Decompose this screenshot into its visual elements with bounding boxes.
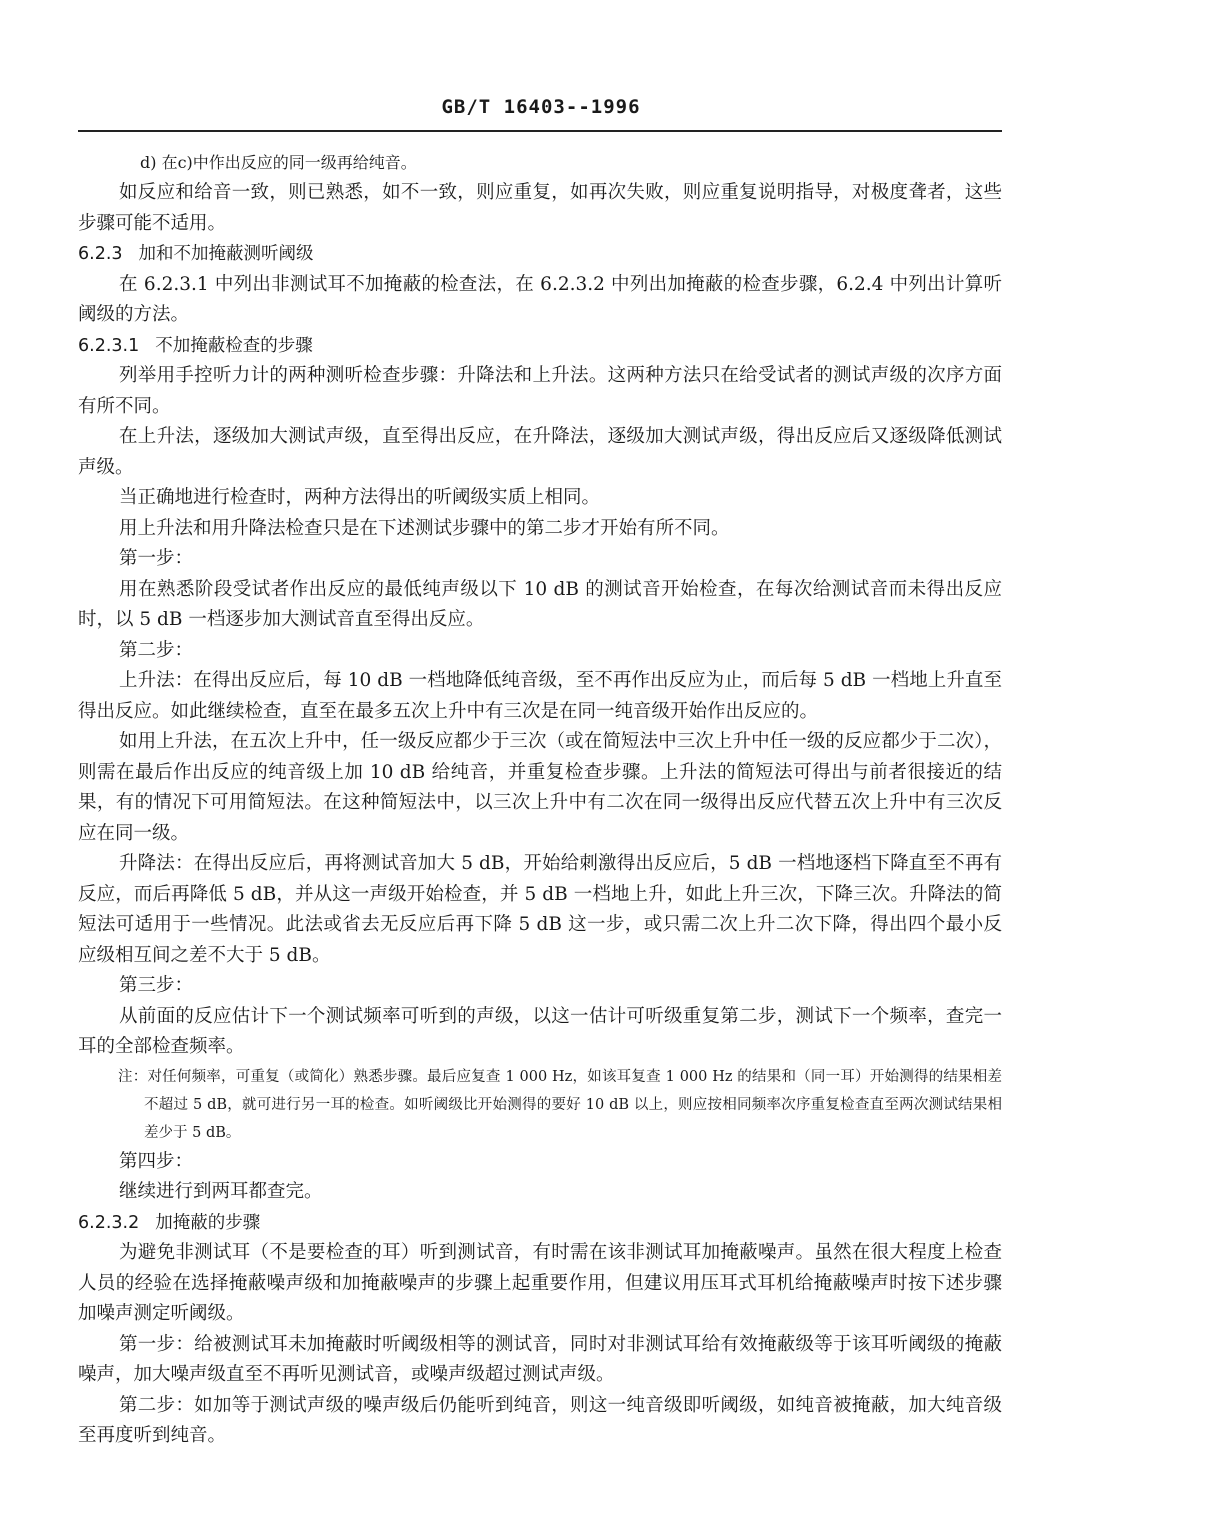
section-title: 不加掩蔽检查的步骤: [155, 335, 313, 356]
paragraph: 在上升法，逐级加大测试声级，直至得出反应，在升降法，逐级加大测试声级，得出反应后又逐级降低测试声级。: [78, 426, 1002, 478]
paragraph: 列举用手控听力计的两种测听检查步骤：升降法和上升法。这两种方法只在给受试者的测试声级的次序方面有所不同。: [78, 365, 1002, 417]
section-title: 加掩蔽的步骤: [155, 1212, 261, 1233]
note-label: 注：: [118, 1068, 148, 1085]
note-paragraph: [78, 1063, 1002, 1147]
note-text: 对任何频率，可重复（或简化）熟悉步骤。最后应复查 1 000 Hz，如该耳复查 1 000 Hz 的结果和（同一耳）开始测得的结果相差不超过 5 dB，就可进行另一耳的检查。如听阈级比开始测得的要好 10 dB 以上，则应按相同频率次序重复检查直至两次测试结果相差少于 5 dB。: [144, 1068, 1002, 1141]
section-heading: [78, 331, 1002, 362]
paragraph: 如用上升法，在五次上升中，任一级反应都少于三次（或在简短法中三次上升中任一级的反应都少于二次），则需在最后作出反应的纯音级上加 10 dB 给纯音，并重复检查步骤。上升法的简短法可得出与前者很接近的结果，有的情况下可用简短法。在这种简短法中，以三次上升中有二次在同一级得出反应代替五次上升中有三次反应在同一级。: [78, 731, 1002, 844]
document-header: GB/T 16403--1996: [441, 96, 641, 118]
section-heading: [78, 1208, 1002, 1239]
paragraph: 第二步：如加等于测试声级的噪声级后仍能听到纯音，则这一纯音级即听阈级，如纯音被掩蔽，加大纯音级至再度听到纯音。: [78, 1394, 1002, 1446]
paragraph: 第一步：给被测试耳未加掩蔽时听阈级相等的测试音，同时对非测试耳给有效掩蔽级等于该耳听阈级的掩蔽噪声，加大噪声级直至不再听见测试音，或噪声级超过测试声级。: [78, 1333, 1002, 1385]
paragraph: 第一步：: [119, 548, 194, 569]
section-title: 加和不加掩蔽测听阈级: [138, 244, 314, 264]
list-item: d) 在c)中作出反应的同一级再给纯音。: [140, 153, 417, 172]
section-number: 6.2.3.1: [78, 335, 140, 356]
paragraph: 升降法：在得出反应后，再将测试音加大 5 dB，开始给刺激得出反应后，5 dB 一档地逐档下降直至不再有反应，而后再降低 5 dB，并从这一声级开始检查，并 5 dB 一档地上升，如此上升三次，下降三次。升降法的简短法可适用于一些情况。此法或省去无反应后再下降 5 dB 这一步，或只需二次上升二次下降，得出四个最小反应级相互间之差不大于 5 dB。: [78, 853, 1002, 966]
document-body: [78, 150, 1002, 1452]
paragraph: 上升法：在得出反应后，每 10 dB 一档地降低纯音级，至不再作出反应为止，而后每 5 dB 一档地上升直至得出反应。如此继续检查，直至在最多五次上升中有三次是在同一纯音级开始作出反应的。: [78, 670, 1002, 722]
paragraph: 第四步：: [119, 1150, 194, 1172]
section-number: 6.2.3.2: [78, 1212, 140, 1233]
section-number: 6.2.3: [78, 244, 123, 264]
header-rule: [78, 130, 1002, 132]
paragraph: 继续进行到两耳都查完。: [119, 1181, 323, 1202]
paragraph: 第二步：: [119, 639, 194, 661]
paragraph: 在 6.2.3.1 中列出非测试耳不加掩蔽的检查法，在 6.2.3.2 中列出加掩蔽的检查步骤，6.2.4 中列出计算听阈级的方法。: [78, 273, 1002, 325]
paragraph: 第三步：: [119, 975, 194, 996]
paragraph: 用在熟悉阶段受试者作出反应的最低纯声级以下 10 dB 的测试音开始检查，在每次给测试音而未得出反应时，以 5 dB 一档逐步加大测试音直至得出反应。: [78, 578, 1002, 630]
paragraph: 如反应和给音一致，则已熟悉，如不一致，则应重复，如再次失败，则应重复说明指导，对极度聋者，这些步骤可能不适用。: [78, 182, 1002, 234]
paragraph: 当正确地进行检查时，两种方法得出的听阈级实质上相同。: [119, 487, 601, 508]
section-heading: [78, 239, 1002, 270]
paragraph: 为避免非测试耳（不是要检查的耳）听到测试音，有时需在该非测试耳加掩蔽噪声。虽然在很大程度上检查人员的经验在选择掩蔽噪声级和加掩蔽噪声的步骤上起重要作用，但建议用压耳式耳机给掩蔽噪声时按下述步骤加噪声测定听阈级。: [78, 1242, 1002, 1324]
paragraph: 用上升法和用升降法检查只是在下述测试步骤中的第二步才开始有所不同。: [119, 517, 730, 539]
paragraph: 从前面的反应估计下一个测试频率可听到的声级，以这一估计可听级重复第二步，测试下一个频率，查完一耳的全部检查频率。: [78, 1005, 1002, 1057]
